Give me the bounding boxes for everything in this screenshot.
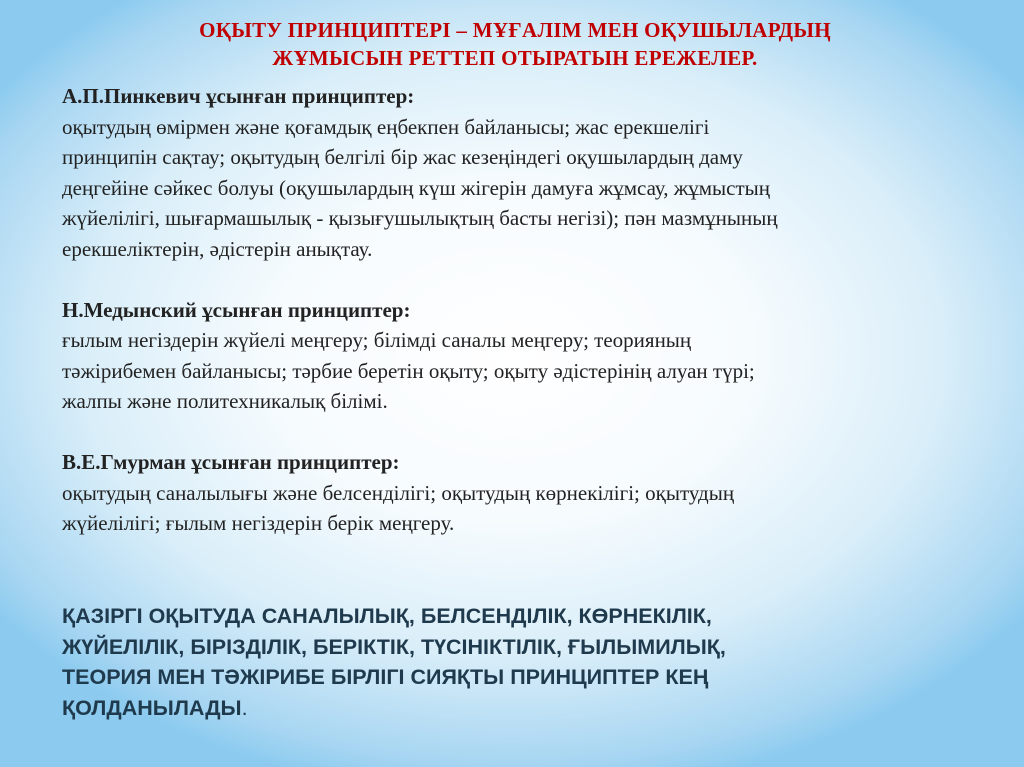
- section-text: оқытудың өмірмен және қоғамдық еңбекпен байланысы; жас ерекшелігі принципін сақтау; оқытудың белгілі бір жас кезеңіндегі оқушылардың даму деңгейіне сәйкес болуы (оқушылардың күш жігерін дамуға жұмсау, жұмыстың жүйелілігі, шығармашылық - қызығушылықтың басты негізі); пән мазмұнының ерекшеліктерін, әдістерін анықтау.: [62, 114, 778, 261]
- section-medynsky: [62, 295, 962, 417]
- section-heading: А.П.Пинкевич ұсынған принциптер:: [62, 84, 415, 108]
- slide-title: ОҚЫТУ ПРИНЦИПТЕРІ – МҰҒАЛІМ МЕН ОҚУШЫЛАРДЫҢ ЖҰМЫСЫН РЕТТЕП ОТЫРАТЫН ЕРЕЖЕЛЕР.: [199, 18, 831, 70]
- section-text: оқытудың саналылығы және белсенділігі; оқытудың көрнекілігі; оқытудың жүйелілігі; ғылым негіздерін берік меңгеру.: [62, 480, 735, 535]
- section-heading: В.Е.Гмурман ұсынған принциптер:: [62, 450, 400, 474]
- section-heading: Н.Медынский ұсынған принциптер:: [62, 297, 411, 322]
- section-text: ғылым негіздерін жүйелі меңгеру; білімді саналы меңгеру; теорияның тәжірибемен байланысы; тәрбие беретін оқыту; оқыту әдістерінің алуан түрі; жалпы және политехникалық білімі.: [62, 328, 755, 413]
- conclusion-body: ҚАЗІРГІ ОҚЫТУДА САНАЛЫЛЫҚ, БЕЛСЕНДІЛІК, КӨРНЕКІЛІК, ЖҮЙЕЛІЛІК, БІРІЗДІЛІК, БЕРІКТІК, ТҮСІНІКТІЛІК, ҒЫЛЫМИЛЫҚ, ТЕОРИЯ МЕН ТӘЖІРИБЕ БІРЛІГІ СИЯҚТЫ ПРИНЦИПТЕР КЕҢ ҚОЛДАНЫЛАДЫ: [62, 604, 726, 720]
- principles-content: [62, 81, 962, 539]
- section-pinkevich: [62, 81, 962, 264]
- conclusion-text: [62, 601, 962, 723]
- conclusion-end-mark: .: [241, 695, 248, 720]
- section-gmurman: [62, 447, 962, 539]
